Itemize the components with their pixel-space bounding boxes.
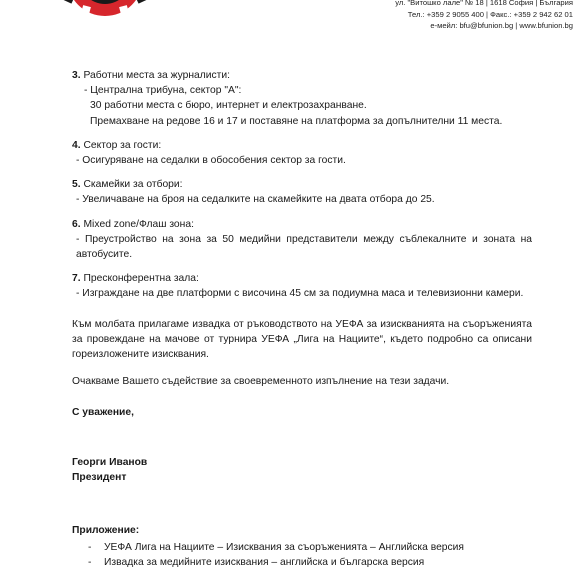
letterhead-contacts	[395, 0, 573, 32]
section-number: 5.	[72, 179, 81, 191]
section-3	[72, 68, 532, 129]
address: ул. "Витошко лале" № 18 | 1618 София | България	[395, 0, 573, 7]
section-number: 3.	[72, 70, 81, 81]
section-line: - Централна трибуна, сектор "А":	[84, 85, 242, 97]
section-title: Скамейки за отбори:	[83, 179, 183, 191]
signer-name: Георги Иванов	[72, 456, 148, 468]
section-line: 30 работни места с бюро, интернет и електрозахранване.	[90, 100, 367, 112]
appendix-item: - УЕФА Лига на Нациите – Изисквания за съоръженията – Английска версия	[88, 542, 464, 554]
letter-body	[72, 68, 532, 571]
section-title: Работни места за журналисти:	[83, 70, 230, 81]
section-line: Премахване на редове 16 и 17 и поставяне на платформа за допълнителни 11 места.	[90, 115, 503, 127]
paragraph-request: Очакваме Вашето съдействие за своевременното изпълнение на тези задачи.	[72, 376, 450, 388]
signer-title: Президент	[72, 471, 127, 483]
appendix-title: Приложение:	[72, 525, 140, 537]
closing: С уважение,	[72, 407, 134, 419]
section-title: Mixed zone/Флаш зона:	[83, 218, 194, 230]
section-line: - Преустройство на зона за 50 медийни представители между съблекалните и зоната на автобусите.	[76, 233, 532, 261]
section-7	[72, 271, 532, 301]
section-5	[72, 177, 532, 207]
contacts: е-мейл: bfu@bfunion.bg | www.bfunion.bg	[430, 21, 573, 30]
section-4	[72, 138, 532, 168]
appendix-item: - Извадка за медийните изисквания – английска и българска версия	[88, 557, 425, 569]
section-6	[72, 217, 532, 263]
section-number: 7.	[72, 273, 81, 285]
section-number: 4.	[72, 139, 81, 151]
bfu-logo-icon	[60, 0, 150, 20]
section-line: - Изграждане на две платформи с височина 45 см за подиумна маса и телевизионни камери.	[76, 288, 524, 300]
phones: Тел.: +359 2 9055 400 | Факс.: +359 2 942 62 01	[407, 9, 573, 19]
section-number: 6.	[72, 218, 81, 230]
section-line: - Увеличаване на броя на седалките на скамейките на двата отбора до 25.	[76, 194, 435, 206]
section-line: - Осигуряване на седалки в обособения сектор за гости.	[76, 155, 346, 167]
section-title: Пресконферентна зала:	[83, 273, 199, 285]
paragraph-attachment: Към молбата прилагаме извадка от ръководството на УЕФА за изискванията на съоръженията за провеждане на мачове от турнира УЕФА „Лига на Нациите“, където подробно са описани гореизложените изисквания.	[72, 318, 532, 361]
section-title: Сектор за гости:	[83, 139, 162, 151]
